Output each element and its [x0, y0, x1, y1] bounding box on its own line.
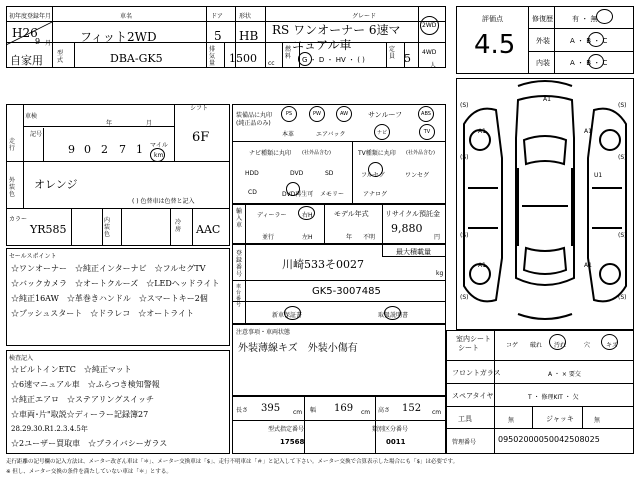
date-slash [6, 22, 53, 46]
scratch-circle [601, 334, 618, 350]
capacity-unit: 人 [430, 62, 437, 69]
digit-label: 記号 [30, 131, 43, 138]
max-load-label: 最大積載量 [396, 248, 431, 256]
first-reg-year: H26 [12, 26, 38, 40]
odo-digit-1: 9 [68, 143, 75, 156]
jack: 無 [594, 417, 601, 424]
fuel-label: 燃料 [285, 46, 292, 60]
car-diagram [456, 78, 634, 330]
interior-sheet-label2: シート [458, 344, 479, 352]
displacement: 1500 [229, 52, 257, 65]
nav-hdd: HDD [245, 170, 259, 177]
color-code-label: カラー [9, 216, 28, 223]
year-unit: 年 [106, 120, 113, 127]
front-glass-label: フロントガラス [452, 369, 501, 377]
exterior-grades: A ・ B ・ C [570, 37, 608, 45]
right-hand-circle [298, 206, 315, 220]
sheet-burn: コゲ [506, 342, 519, 349]
first-reg-month: 9 [35, 37, 41, 46]
mark-3: A1 [543, 96, 551, 103]
width-cm: cm [361, 409, 371, 416]
odo-digit-3: 2 [101, 143, 108, 156]
nav-cd: CD [248, 189, 257, 196]
sales-line-1: ☆ワンオーナー ☆純正インターナビ ☆フルセグTV [11, 264, 206, 273]
new-warranty: 新車保証書 [272, 312, 303, 319]
interior-grade-label: 内装 [536, 59, 550, 67]
odo-digit-5: 1 [136, 143, 143, 156]
equip-airbag: エアバック [316, 131, 346, 138]
manage-label: 管理番号 [452, 439, 477, 446]
tv-analog: アナログ [363, 191, 388, 198]
tools-label: 工具 [458, 415, 472, 423]
sheet-hole: 穴 [584, 342, 591, 349]
import-label: 輸入車 [236, 208, 243, 229]
cc-label: cc [268, 60, 275, 67]
interior-grades: A ・ B ・ C [570, 59, 608, 67]
model-year-unknown: 不明 [363, 234, 376, 241]
import-parallel: 並行 [262, 234, 275, 241]
nav-dvd-play: DVD再生可 [282, 191, 314, 198]
tv-fullseg: フルセグ [361, 172, 385, 179]
reg-number-label: 登録番号 [236, 250, 243, 278]
grade-label: グレード [352, 13, 377, 20]
spare: T ・ 修理KIT ・ 欠 [528, 394, 579, 401]
footer-line-1: 走行距離の記号欄の記入方法は、メーター改ざん車は「＊」、メーター交換車は「$」、走行不明車は「＃」と記入して下さい。メーター交換で合算表示した場合にも「$」は必要です。 [6, 459, 459, 465]
mark-4: A1 [478, 262, 486, 269]
type-label: 型式指定番号 [268, 426, 305, 433]
displacement-label: 排気量 [209, 46, 216, 67]
ac-label: 冷房 [175, 219, 182, 233]
equip-ps: PS [281, 106, 297, 122]
tv-oneseg: ワンセグ [405, 172, 430, 179]
exterior-note: ( ) 色替車は色替と記入 [132, 198, 195, 205]
paren-4: (S) [618, 154, 627, 161]
nav-memory: メモリー [320, 191, 345, 198]
equip-pw: PW [309, 106, 325, 122]
odo-digit-4: 7 [119, 143, 126, 156]
shift: 6F [192, 130, 210, 145]
chassis-label: 車台番号 [236, 284, 242, 308]
import-dealer: ディーラー [257, 212, 287, 219]
tv-title: TV種類に丸印 [358, 150, 396, 157]
class-label: 類別区分番号 [372, 426, 409, 433]
tv-circle [368, 162, 383, 177]
capacity-label: 定員 [389, 46, 396, 60]
grade-line1: RS ワンオーナー 6速マ [272, 23, 401, 37]
width: 169 [334, 403, 354, 414]
tv-subtitle: (社外品含む) [406, 150, 435, 156]
inspection-title: 検査記入 [9, 355, 34, 362]
import-left: 左H [302, 234, 313, 241]
manual: 取扱説明書 [378, 312, 409, 319]
paren-3: (S) [460, 154, 469, 161]
inspection-line-4: ☆車両･片"取説☆ディーラー記録簿27 [11, 410, 149, 419]
exterior-color: オレンジ [34, 178, 78, 191]
equip-leather: 本革 [282, 131, 295, 138]
repair-options: 有 ・ 無 [572, 15, 598, 23]
recycle-yen: 円 [434, 234, 441, 241]
model-year-label: モデル年式 [334, 210, 369, 218]
nav-dvd: DVD [290, 170, 304, 177]
jack-label: ジャッキ [546, 415, 574, 423]
sales-line-4: ☆プッシュスタート ☆ドラレコ ☆オートライト [11, 309, 195, 318]
repair-label: 修復歴 [532, 15, 553, 23]
nav-title: ナビ種類に丸印 [249, 150, 292, 157]
paren-5: (S) [460, 232, 469, 239]
car-name: フィット2WD [80, 30, 157, 44]
chassis: GK5-3007485 [312, 286, 381, 297]
drive-4wd: 4WD [422, 49, 437, 56]
model-year-unit: 年 [346, 234, 353, 241]
inspection-line-2: ☆6速マニュアル車 ☆ふらつき検知警報 [11, 380, 160, 389]
equip-abs: ABS [418, 106, 434, 122]
equip-aw: AW [336, 106, 352, 122]
length-cm: cm [293, 409, 303, 416]
equip-navi: ナビ [374, 124, 390, 140]
equip-tv: TV [419, 124, 435, 140]
reg-number: 川崎533そ0027 [282, 258, 364, 271]
nav-sd: SD [325, 170, 334, 177]
import-right: 右H [302, 212, 313, 219]
notes-text: 外装薄線キズ 外装小傷有 [238, 343, 358, 354]
sales-line-3: ☆純正16AW ☆革巻きハンドル ☆スマートキー2個 [11, 294, 208, 303]
height: 152 [402, 403, 422, 414]
width-label: 幅 [310, 407, 317, 414]
exterior-grade-circle [588, 32, 604, 47]
inspection-line-6: ☆2ユーザー買取車 ☆プライバシーガラス [11, 439, 168, 448]
ac: AAC [196, 223, 221, 236]
equipment-subtitle: (純正品のみ) [236, 120, 271, 127]
manage-no: 09502000050042508025 [498, 435, 600, 444]
sheet-scratch: キズ [606, 342, 618, 349]
mark-1: A1 [478, 128, 486, 135]
interior-sheet-label: 室内シート [456, 335, 491, 343]
interior-grade-circle [588, 54, 604, 69]
type-no: 17568 [280, 438, 305, 446]
paren-2: (S) [618, 102, 627, 109]
model: DBA-GK5 [110, 52, 163, 65]
nav-subtitle: (社外品含む) [302, 150, 331, 156]
sales-title: セールスポイント [9, 253, 57, 260]
paren-6: (S) [618, 232, 627, 239]
paren-8: (S) [618, 294, 627, 301]
doors-label: ドア [211, 13, 223, 20]
doors: 5 [214, 29, 222, 43]
grade-line2: ニュアル車 [292, 38, 352, 52]
warranty-circle [284, 306, 301, 320]
drive-2wd: 2WD [422, 22, 437, 29]
km-circle [150, 148, 165, 162]
manual-circle [384, 306, 401, 320]
color-code: YR585 [30, 223, 67, 236]
mark-5: A1 [584, 262, 592, 269]
mile-label: マイル [150, 142, 168, 149]
height-label: 高さ [378, 407, 391, 414]
score: 4.5 [474, 30, 516, 60]
repair-circle [596, 9, 613, 24]
month-unit: 月 [45, 40, 52, 47]
shape-label: 形状 [239, 13, 252, 20]
sales-line-2: ☆バックカメラ ☆オートクルーズ ☆LEDヘッドライト [11, 279, 220, 288]
equipment-title: 装備品に丸印 [236, 112, 273, 119]
paren-7: (S) [460, 294, 469, 301]
interior-color-label: 内装色 [104, 217, 111, 238]
km-label: km [154, 152, 164, 159]
footer-line-2: ※ 但し、メーター交換の条件を満たしていない車は「＊」とする。 [6, 469, 172, 475]
dirt-circle [549, 334, 566, 350]
first-reg-label: 初年度登録年月 [9, 13, 52, 20]
tools: 無 [508, 417, 515, 424]
car-name-label: 車名 [120, 13, 133, 20]
fuel-options: G ・ D ・ HV ・ ( ) [302, 56, 365, 64]
mark-6: U1 [594, 172, 603, 179]
odo-digit-2: 0 [84, 143, 91, 156]
notes-title: 注意事項・車両状態 [236, 329, 291, 336]
max-load-kg: kg [436, 270, 444, 277]
shape: HB [239, 29, 259, 43]
inspection-year-label: 車検 [25, 113, 38, 120]
fuel-circle [298, 52, 312, 66]
nav-circle [286, 182, 300, 196]
inspection-line-1: ☆ビルトインETC ☆純正マット [11, 365, 132, 374]
score-label: 評価点 [482, 15, 503, 23]
shift-label: シフト [190, 105, 209, 112]
equip-sunroof: サンルーフ [368, 111, 403, 119]
mark-2: A1 [584, 128, 592, 135]
recycle: 9,880 [391, 222, 423, 235]
recycle-label: リサイクル預託金 [385, 210, 441, 218]
capacity: 5 [404, 52, 411, 65]
length-label: 長さ [236, 407, 249, 414]
month-unit2: 月 [146, 120, 153, 127]
exterior-grade-label: 外装 [536, 37, 550, 45]
sheet-dirt: 汚れ [554, 342, 567, 349]
length: 395 [261, 403, 281, 414]
inspection-line-5: 28.29.30.R1.2.3.4.5年 [11, 425, 88, 433]
height-cm: cm [432, 409, 442, 416]
inspection-line-3: ☆純正エアロ ☆ステアリングスイッチ [11, 395, 154, 404]
usage: 自家用 [10, 54, 43, 67]
front-glass: A ・ × 要交 [548, 371, 581, 378]
spare-label: スペアタイヤ [452, 392, 494, 400]
distance-label: 走行 [9, 138, 16, 152]
sheet-tear: 破れ [530, 342, 543, 349]
class-no: 0011 [386, 438, 406, 446]
model-label: 型式 [57, 50, 64, 64]
paren-1: (S) [460, 102, 469, 109]
exterior-label: 外装色 [9, 177, 16, 198]
